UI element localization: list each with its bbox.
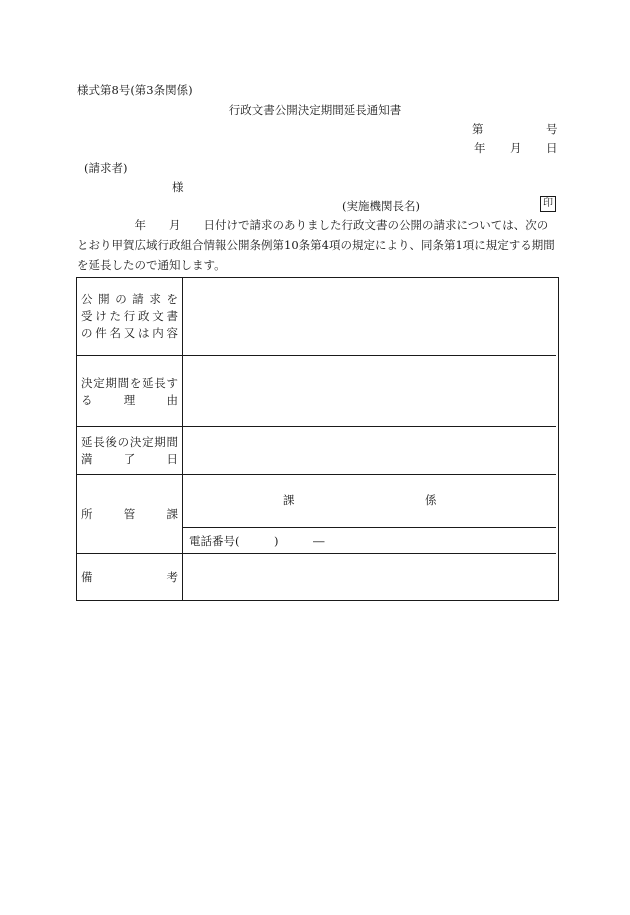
row-extension-reason — [77, 355, 556, 427]
label-remarks — [77, 554, 183, 600]
label-line: 公開の請求を — [81, 292, 178, 306]
field-department — [183, 475, 556, 554]
agency-head-name: (実施機関長名) — [342, 199, 420, 213]
body-line-1: 年 月 日付けで請求のありました行政文書の公開の請求については、次の — [77, 218, 549, 232]
ref-number-suffix: 号 — [546, 122, 558, 136]
field-remarks[interactable] — [183, 554, 556, 600]
body-line-3: を延長したので通知します。 — [77, 258, 226, 272]
label-line: 受けた行政文書 — [81, 309, 178, 323]
label-line: の件名又は内容 — [81, 326, 178, 340]
date-month: 月 — [510, 141, 522, 155]
label-line: 満 了 日 — [81, 452, 178, 466]
ref-number-label: 第 — [472, 122, 484, 136]
requester-label: (請求者) — [84, 161, 128, 175]
form-table — [76, 277, 559, 601]
field-expiry-date[interactable] — [183, 427, 556, 475]
label-document-subject — [77, 278, 183, 355]
section-kakari-label: 係 — [425, 493, 437, 507]
label-expiry-date — [77, 427, 183, 475]
department-section-row[interactable] — [183, 475, 556, 528]
row-remarks — [77, 553, 556, 600]
label-extension-reason — [77, 356, 183, 427]
phone-number-label: 電話番号( ) ― — [189, 534, 325, 548]
label-line: 備 考 — [81, 569, 178, 584]
body-line-2: とおり甲賀広域行政組合情報公開条例第10条第4項の規定により、同条第1項に規定する期間 — [77, 238, 555, 252]
row-expiry-date — [77, 426, 556, 475]
document-title: 行政文書公開決定期間延長通知書 — [228, 103, 402, 117]
label-line: 決定期間を延長す — [81, 375, 178, 390]
phone-number-row[interactable] — [183, 528, 556, 554]
seal-mark: 印 — [540, 196, 556, 212]
section-ka-label: 課 — [283, 493, 295, 507]
body-paragraph — [77, 215, 557, 275]
label-line: 所 管 課 — [81, 507, 178, 521]
date-day: 日 — [546, 141, 558, 155]
row-department — [77, 474, 556, 554]
field-document-subject[interactable] — [183, 278, 556, 355]
form-number: 様式第8号(第3条関係) — [77, 83, 193, 97]
label-line: 延長後の決定期間 — [81, 435, 178, 449]
field-extension-reason[interactable] — [183, 356, 556, 427]
label-line: る 理 由 — [81, 392, 178, 407]
honorific: 様 — [172, 180, 184, 194]
row-document-subject — [77, 278, 556, 355]
label-department — [77, 475, 183, 554]
date-year: 年 — [474, 141, 486, 155]
